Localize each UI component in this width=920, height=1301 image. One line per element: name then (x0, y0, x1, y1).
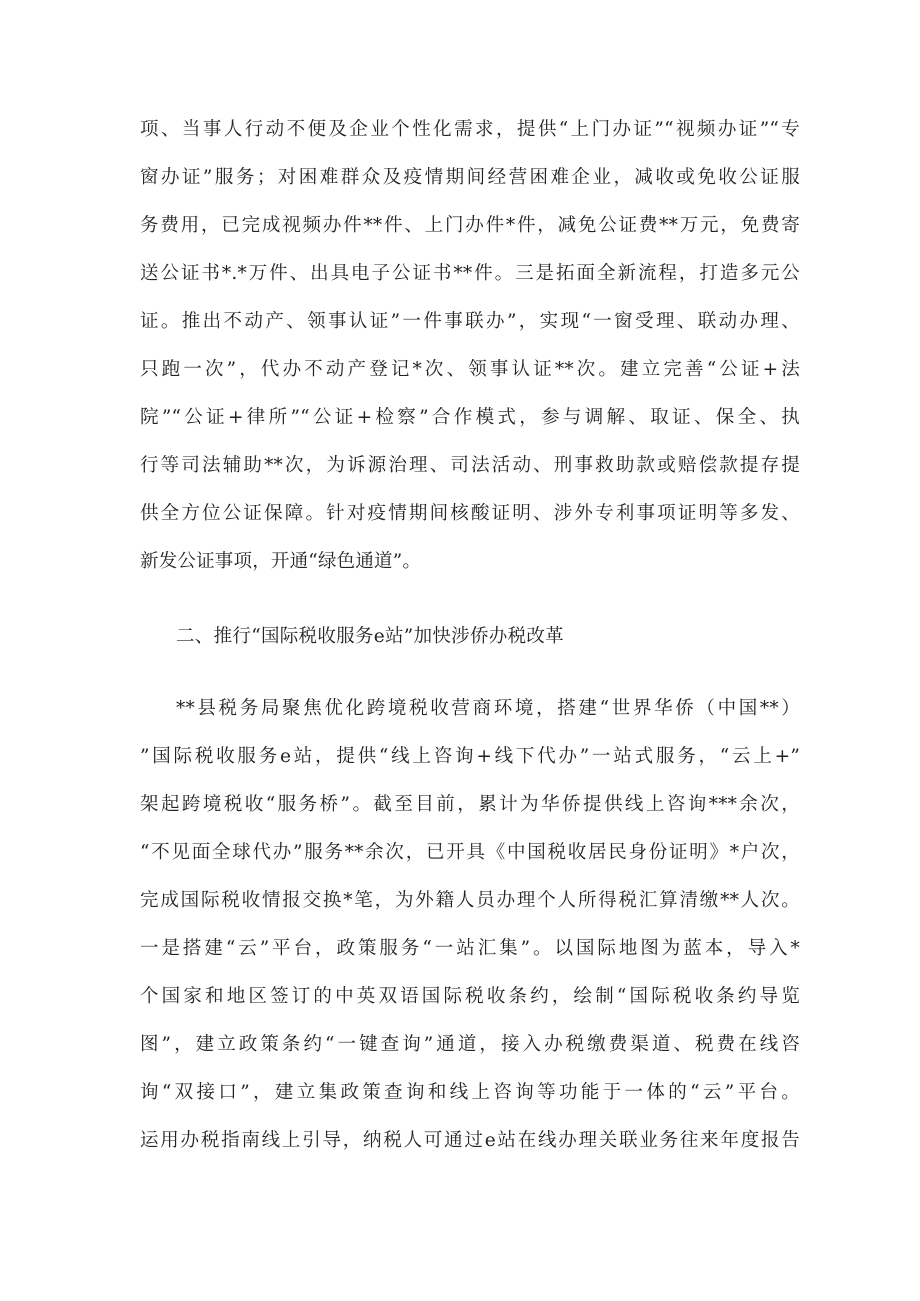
paragraph-2-line-5: 完成国际税收情报交换*笔，为外籍人员办理个人所得税汇算清缴**人次。 (140, 890, 800, 911)
paragraph-1-line-1: 项、当事人行动不便及企业个性化需求，提供“上门办证”“视频办证”“专 (140, 119, 800, 140)
paragraph-1-line-6: 只跑一次”，代办不动产登记*次、领事认证**次。建立完善“公证+法 (140, 359, 800, 380)
paragraph-2-line-9: 询“双接口”，建立集政策查询和线上咨询等功能于一体的“云”平台。 (140, 1082, 800, 1103)
paragraph-2-line-2: ”国际税收服务e站，提供“线上咨询+线下代办”一站式服务，“云上+” (140, 746, 800, 767)
paragraph-2-line-10: 运用办税指南线上引导，纳税人可通过e站在线办理关联业务往来年度报告 (140, 1130, 800, 1151)
paragraph-2-line-3: 架起跨境税收“服务桥”。截至目前，累计为华侨提供线上咨询***余次， (140, 794, 800, 815)
paragraph-2-line-1: **县税务局聚焦优化跨境税收营商环境，搭建“世界华侨（中国**） (176, 698, 800, 719)
paragraph-1-line-8: 行等司法辅助**次，为诉源治理、司法活动、刑事救助款或赔偿款提存提 (140, 455, 800, 476)
paragraph-2-line-7: 个国家和地区签订的中英双语国际税收条约，绘制“国际税收条约导览 (140, 986, 800, 1007)
paragraph-1-line-7: 院”“公证+律所”“公证+检察”合作模式，参与调解、取证、保全、执 (140, 407, 800, 428)
paragraph-1-line-10: 新发公证事项，开通“绿色通道”。 (140, 551, 422, 572)
paragraph-1-line-4: 送公证书*.*万件、出具电子公证书**件。三是拓面全新流程，打造多元公 (140, 263, 800, 284)
paragraph-1-line-3: 务费用，已完成视频办件**件、上门办件*件，减免公证费**万元，免费寄 (140, 215, 800, 236)
paragraph-2-line-8: 图”，建立政策条约“一键查询”通道，接入办税缴费渠道、税费在线咨 (140, 1034, 800, 1055)
paragraph-2-line-6: 一是搭建“云”平台，政策服务“一站汇集”。以国际地图为蓝本，导入* (140, 938, 800, 959)
paragraph-1-line-2: 窗办证”服务；对困难群众及疫情期间经营困难企业，减收或免收公证服 (140, 167, 800, 188)
paragraph-2-line-4: “不见面全球代办”服务**余次，已开具《中国税收居民身份证明》*户次， (140, 842, 800, 863)
paragraph-1-line-9: 供全方位公证保障。针对疫情期间核酸证明、涉外专利事项证明等多发、 (140, 503, 800, 524)
section-heading: 二、推行“国际税收服务e站”加快涉侨办税改革 (176, 626, 564, 647)
paragraph-1-line-5: 证。推出不动产、领事认证”一件事联办”，实现“一窗受理、联动办理、 (140, 311, 800, 332)
